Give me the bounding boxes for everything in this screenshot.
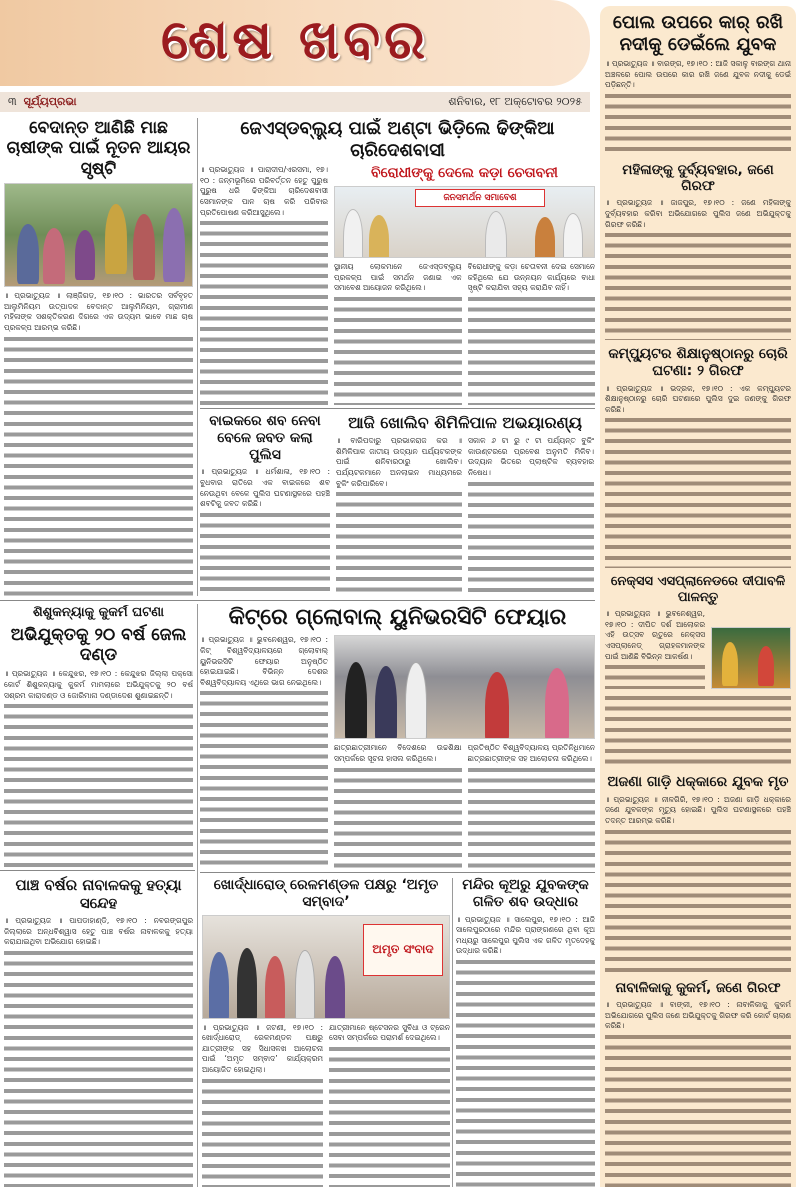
article-murder — [2, 876, 195, 1187]
article-body: ॥ ପ୍ରଭାତ୍ୟୁଜ ॥ ସାଲେପୁର, ୧୭।୧୦ : ଆଜି ସାଲେପୁରଠାରେ ମନ୍ଦିର ପ୍ରାଙ୍ଗଣରେ ଥିବା କୂଅ ମଧ୍ୟରୁ ସାଲେପୁର ପୁଲିସ ଏକ ଗଳିତ ମୃତଦେହକୁ ଉଦ୍ଧାର କରିଛି। — [456, 915, 595, 1187]
article-bike — [200, 413, 330, 596]
article-body: ସକାଳ ୬ ଟା ରୁ ୯ ଟା ପର୍ଯ୍ୟନ୍ତ ବୁକିଂ କାଉଣ୍ଟରରେ ପ୍ରବେଶ ଅନୁମତି ମିଳିବ। ଉଦ୍ୟାନ ଭିତରେ ପ୍ଲାଷ୍ଟିକ ବ୍ୟବହାର ନିଷେଧ। — [468, 436, 594, 596]
divider — [0, 870, 195, 871]
article-body: ବିରୋଧୀଙ୍କୁ କଡ଼ା ଚେତାବନୀ ଦେଇ ସେମାନେ କହିଥିଲେ ଯେ ଉନ୍ନୟନ କାର୍ଯ୍ୟରେ ବାଧା ସୃଷ୍ଟି କରାଯିବା ସହ୍ୟ କରାଯିବ ନାହିଁ। — [468, 262, 596, 405]
article-body: ॥ ପ୍ରଭାତ୍ୟୁଜ ॥ ବାଙ୍କୀ, ୧୭।୧୦ : ନାବାଳିକାକୁ କୁକର୍ମ ଅଭିଯୋଗରେ ପୁଲିସ ଜଣେ ଅଭିଯୁକ୍ତକୁ ଗିରଫ କରି କୋର୍ଟ ଚାଲାଣ କରିଛି। — [605, 1000, 791, 1187]
article-pocso — [2, 605, 195, 867]
masthead — [0, 0, 590, 86]
issue-date: ଶନିବାର, ୧୮ ଅକ୍ଟୋବର ୨୦୨୫ — [448, 95, 582, 108]
article-car — [605, 12, 791, 156]
article-temple — [456, 877, 595, 1187]
subheadline-jsw: ବିରୋଧୀଙ୍କୁ ଦେଲେ କଡ଼ା ଚେତାବନୀ — [371, 165, 558, 182]
article-body: ପ୍ରତିଷ୍ଠିତ ବିଶ୍ୱବିଦ୍ୟାଳୟ ପ୍ରତିନିଧିମାନେ ଛାତ୍ରଛାତ୍ରୀଙ୍କ ସହ ଆଲୋଚନା କରିଥିଲେ। — [468, 743, 596, 869]
article-body: ॥ ପ୍ରଭାତ୍ୟୁଜ ॥ କେନ୍ଦୁଝର, ୧୭।୧୦ : କେନ୍ଦୁଝର ଜିଲ୍ଲା ପକ୍ସୋ କୋର୍ଟ ଶିଶୁକନ୍ୟାକୁ କୁକର୍ମ ମାମଲାରେ ଅଭିଯୁକ୍ତକୁ ୨୦ ବର୍ଷ ସଶ୍ରମ କାରାଦଣ୍ଡ ଓ ଜୋରିମାନା ଦଣ୍ଡାଦେଶ ଶୁଣାଇଛନ୍ତି। — [4, 669, 193, 867]
article-computer — [605, 346, 791, 568]
article-jsw — [200, 118, 595, 405]
headline-nexus: ନେକ୍ସସ ଏସପ୍ଲାନେଡରେ ଦୀପାବଳି ପାଳନ୍ତୁ — [610, 574, 786, 605]
headline-pocso: ଅଭିଯୁକ୍ତକୁ ୨୦ ବର୍ଷ ଜେଲ ଦଣ୍ଡ — [10, 624, 187, 665]
paper-name: ସୂର୍ଯ୍ୟପ୍ରଭା — [23, 95, 77, 108]
article-simlipal — [336, 413, 594, 596]
article-body: ॥ ପ୍ରଭାତ୍ୟୁଜ ॥ ଭୁବନେଶ୍ୱର, ୧୭।୧୦ : ଦୀପିତ ଦର୍ଶ ଆଲୋକର ଏହି ଉତ୍ସବ ଋତୁରେ ନେକ୍ସସ ଏସପ୍ଲାନେଡ୍ ଗ୍ରାହକମାନଙ୍କ ପାଇଁ ଆଣିଛି ବିଭିନ୍ନ ଆକର୍ଷଣ। — [605, 609, 705, 689]
article-kiit — [200, 605, 595, 869]
headline-bike: ବାଇକରେ ଶବ ନେବା ବେଳେ ଜବତ କଲା ପୁଲିସ — [209, 413, 321, 463]
article-body: ଛାତ୍ରଛାତ୍ରୀମାନେ ବିଦେଶରେ ଉଚ୍ଚଶିକ୍ଷା ସମ୍ପର୍କରେ ସୂଚନା ହାସଲ କରିଥିଲେ। — [334, 743, 462, 869]
amrit-samvad-banner: ଅମୃତ ସଂବାଦ — [363, 924, 443, 976]
kicker-pocso: ଶିଶୁକନ୍ୟାକୁ କୁକର୍ମ ଘଟଣା — [32, 605, 165, 620]
headline-temple: ମନ୍ଦିର କୂଅରୁ ଯୁବକଙ୍କ ଗଳିତ ଶବ ଉଦ୍ଧାର — [462, 877, 589, 910]
article-minor — [605, 980, 791, 1187]
article-vedanta — [2, 118, 195, 596]
photo-fish-farmers — [4, 183, 193, 287]
headline-jsw: ଜେଏସ୍‌ଡବ୍ଲ୍ୟୁ ପାଇଁ ଅଣ୍ଟା ଭିଡ଼ିଲେ ଢିଙ୍କିଆ ଚାରିଦେଶବାସୀ — [240, 118, 555, 161]
right-column — [600, 6, 796, 1187]
article-nexus — [605, 574, 791, 768]
headline-kiit: କିଟ୍‌ରେ ଗ୍ଲୋବାଲ୍ ୟୁନିଭରସିଟି ଫେୟାର — [228, 605, 567, 630]
divider — [200, 408, 595, 409]
date-bar — [0, 92, 590, 112]
photo-diwali-decor — [711, 627, 791, 689]
headline-khordha: ଖୋର୍ଦ୍ଧାରୋଡ୍ ରେଳମଣ୍ଡଳ ପକ୍ଷରୁ ‘ଅମୃତ ସମ୍ବାଦ’ — [213, 877, 439, 910]
article-body: ଯାତ୍ରୀମାନେ ଷ୍ଟେସନର ସୁବିଧା ଓ ଟ୍ରେନ ସେବା ସମ୍ପର୍କରେ ପରାମର୍ଶ ଦେଇଥିଲେ। — [329, 1023, 450, 1187]
headline-simlipal: ଆଜି ଖୋଲିବ ଶିମିଳିପାଳ ଅଭୟାରଣ୍ୟ — [348, 413, 582, 432]
article-body: ସ୍ଥାନୀୟ ଲୋକମାନେ ଜେଏସ୍‌ଡବ୍ଲ୍ୟୁ ପ୍ରକଳ୍ପ ପାଇଁ ସମର୍ଥନ ଜଣାଇ ଏକ ସମାବେଶ ଆୟୋଜନ କରିଥିଲେ। — [334, 262, 462, 405]
article-body: ॥ ପ୍ରଭାତ୍ୟୁଜ ॥ ଜଟଣୀ, ୧୭।୧୦ : ଖୋର୍ଦ୍ଧାରୋଡ୍ ରେଳମଣ୍ଡଳ ପକ୍ଷରୁ ଯାତ୍ରୀଙ୍କ ସହ ସିଧାସଳଖ ଆଲୋଚନା ପାଇଁ ‘ଅମୃତ ସମ୍ବାଦ’ କାର୍ଯ୍ୟକ୍ରମ ଆୟୋଜିତ ହୋଇଥିଲା। — [202, 1023, 323, 1187]
article-body: ॥ ପ୍ରଭାତ୍ୟୁଜ ॥ ଭୁବନେଶ୍ୱର, ୧୭।୧୦ : କିଟ୍ ବିଶ୍ୱବିଦ୍ୟାଳୟରେ ଗ୍ଲୋବାଲ୍ ୟୁନିଭରସିଟି ଫେୟାର ଅନୁଷ୍ଠିତ ହୋଇଯାଇଛି। ବିଭିନ୍ନ ଦେଶର ବିଶ୍ୱବିଦ୍ୟାଳୟ ଏଥିରେ ଭାଗ ନେଇଥିଲେ। — [200, 635, 328, 869]
article-body: ॥ ବାରିପଦାରୁ ପ୍ରଭାକରାଜ କର ॥ ଶିମିଳିପାଳ ଜାତୀୟ ଉଦ୍ୟାନ ପର୍ଯ୍ୟଟକଙ୍କ ପାଇଁ ଶନିବାରଠାରୁ ଖୋଲିବ। ପର୍ଯ୍ୟଟକମାନେ ଅନଲାଇନ ମାଧ୍ୟମରେ ବୁକିଂ କରିପାରିବେ। — [336, 436, 462, 596]
headline-computer: କମ୍ପ୍ୟୁଟର ଶିକ୍ଷାନୁଷ୍ଠାନରୁ ଚୋରି ଘଟଣା: ୨ ଗିରଫ — [608, 346, 788, 379]
article-body: ॥ ପ୍ରଭାତ୍ୟୁଜ ॥ ପାରାଦୀପ/ଏରସମା, ୧୭।୧୦ : ଜନ୍ମଭୂମିରେ ପରିବର୍ତ୍ତନ ହେତୁ ପୁରୁଷ ପୁରୁଷ ଧରି ଢିଙ୍କିଆ ଚାରିଦେଶବାସୀ ସେମାନଙ୍କ ପାନ ଚାଷ କରି ପରିବାର ପ୍ରତିପୋଷଣ କରିଆସୁଥିଲେ। — [200, 165, 328, 405]
article-body — [605, 693, 791, 768]
article-body: ॥ ପ୍ରଭାତ୍ୟୁଜ ॥ ଭଦ୍ରକ, ୧୭।୧୦ : ଏକ କମ୍ପ୍ୟୁଟର ଶିକ୍ଷାନୁଷ୍ଠାନରୁ ଚୋରି ଘଟଣାରେ ପୁଲିସ ଦୁଇ ଜଣଙ୍କୁ ଗିରଫ କରିଛି। — [605, 384, 791, 568]
headline-harass: ମହିଳାଙ୍କୁ ଦୁର୍ବ୍ୟବହାର, ଜଣେ ଗିରଫ — [622, 162, 774, 195]
article-accident — [605, 774, 791, 974]
divider — [197, 604, 198, 1187]
article-body: ॥ ପ୍ରଭାତ୍ୟୁଜ ॥ ଲାଞ୍ଜିଗଡ଼, ୧୭।୧୦ : ଭାରତର ସର୍ବବୃହତ ଆଲୁମିନିୟମ ଉତ୍ପାଦକ ବେଦାନ୍ତ ଆଲୁମିନିୟମ, ଗ୍ରାମୀଣ ମହିଳାଙ୍କ ସଶକ୍ତିକରଣ ଦିଗରେ ଏକ ଉଦ୍ୟମ ଭାବେ ମାଛ ଚାଷ ପ୍ରକଳ୍ପ ଆରମ୍ଭ କରିଛି। — [4, 291, 193, 596]
photo-university-fair — [334, 635, 595, 739]
page-number: ୩ — [8, 95, 17, 108]
divider — [452, 878, 453, 1187]
headline-accident: ଅଜଣା ଗାଡ଼ି ଧକ୍କାରେ ଯୁବକ ମୃତ — [607, 774, 789, 790]
article-body: ॥ ପ୍ରଭାତ୍ୟୁଜ ॥ ଧର୍ମଶାଳା, ୧୭।୧୦ : ବୁଧବାର ରାତିରେ ଏକ ବାଇକରେ ଶବ ନେଉଥିବା ବେଳେ ପୁଲିସ ଘଟଣାସ୍ଥଳରେ ପହଞ୍ଚି ଶବଟିକୁ ଜବତ କରିଛି। — [200, 467, 330, 596]
article-body: ॥ ପ୍ରଭାତ୍ୟୁଜ ॥ ଜାଜପୁର, ୧୭।୧୦ : ଜଣେ ମହିଳାଙ୍କୁ ଦୁର୍ବ୍ୟବହାର କରିବା ଅଭିଯୋଗରେ ପୁଲିସ ଜଣେ ଅଭିଯୁକ୍ତକୁ ଗିରଫ କରିଛି। — [605, 198, 791, 340]
article-body: ॥ ପ୍ରଭାତ୍ୟୁଜ ॥ ପାପଡାହାଣ୍ଡି, ୧୭।୧୦ : ନବରଙ୍ଗପୁର ଜିଲ୍ଲାରେ ଅନ୍ଧବିଶ୍ୱାସ ହେତୁ ପାଞ୍ଚ ବର୍ଷର ନାବାଳକକୁ ହତ୍ୟା କରାଯାଇଥିବା ଅଭିଯୋଗ ହୋଇଛି। — [4, 916, 193, 1187]
article-harass — [605, 162, 791, 340]
headline-vedanta: ବେଦାନ୍ତ ଆଣିଛି ମାଛ ଚାଷୀଙ୍କ ପାଇଁ ନୂତନ ଆୟର ସୃଷ୍ଟି — [6, 118, 191, 179]
stage-banner: ଜନସମର୍ଥନ ସମାବେଶ — [415, 189, 545, 207]
photo-amrit-samvad — [202, 915, 450, 1019]
article-khordha — [202, 877, 450, 1187]
divider — [197, 118, 198, 596]
article-body: ॥ ପ୍ରଭାତ୍ୟୁଜ ॥ ନୀଳଗିରି, ୧୭।୧୦ : ଅଜଣା ଗାଡ଼ି ଧକ୍କାରେ ଜଣେ ଯୁବକଙ୍କ ମୃତ୍ୟୁ ହୋଇଛି। ପୁଲିସ ଘଟଣାସ୍ଥଳରେ ପହଞ୍ଚି ତଦନ୍ତ ଆରମ୍ଭ କରିଛି। — [605, 795, 791, 974]
divider — [200, 872, 595, 873]
article-body: ॥ ପ୍ରଭାତ୍ୟୁଜ ॥ ବାରଙ୍ଗ, ୧୭।୧୦ : ଆଜି ସକାଳୁ ବାରଙ୍ଗ ଥାନା ଅଞ୍ଚଳରେ ପୋଲ ଉପରେ କାର ରଖି ଜଣେ ଯୁବକ ନଦୀକୁ ଡେଇଁ ପଡ଼ିଛନ୍ତି। — [605, 59, 791, 156]
divider — [0, 600, 595, 601]
photo-rally — [334, 186, 595, 258]
headline-murder: ପାଞ୍ଚ ବର୍ଷର ନାବାଳକକୁ ହତ୍ୟା ସନ୍ଦେହ — [15, 876, 182, 912]
headline-minor: ନାବାଳିକାକୁ କୁକର୍ମ, ଜଣେ ଗିରଫ — [615, 980, 781, 996]
headline-car: ପୋଲ ଉପରେ କାର୍ ରଖି ନଦୀକୁ ଡେଇଁଲେ ଯୁବକ — [612, 12, 784, 55]
section-title: ଶେଷ ଖବର — [160, 8, 430, 71]
